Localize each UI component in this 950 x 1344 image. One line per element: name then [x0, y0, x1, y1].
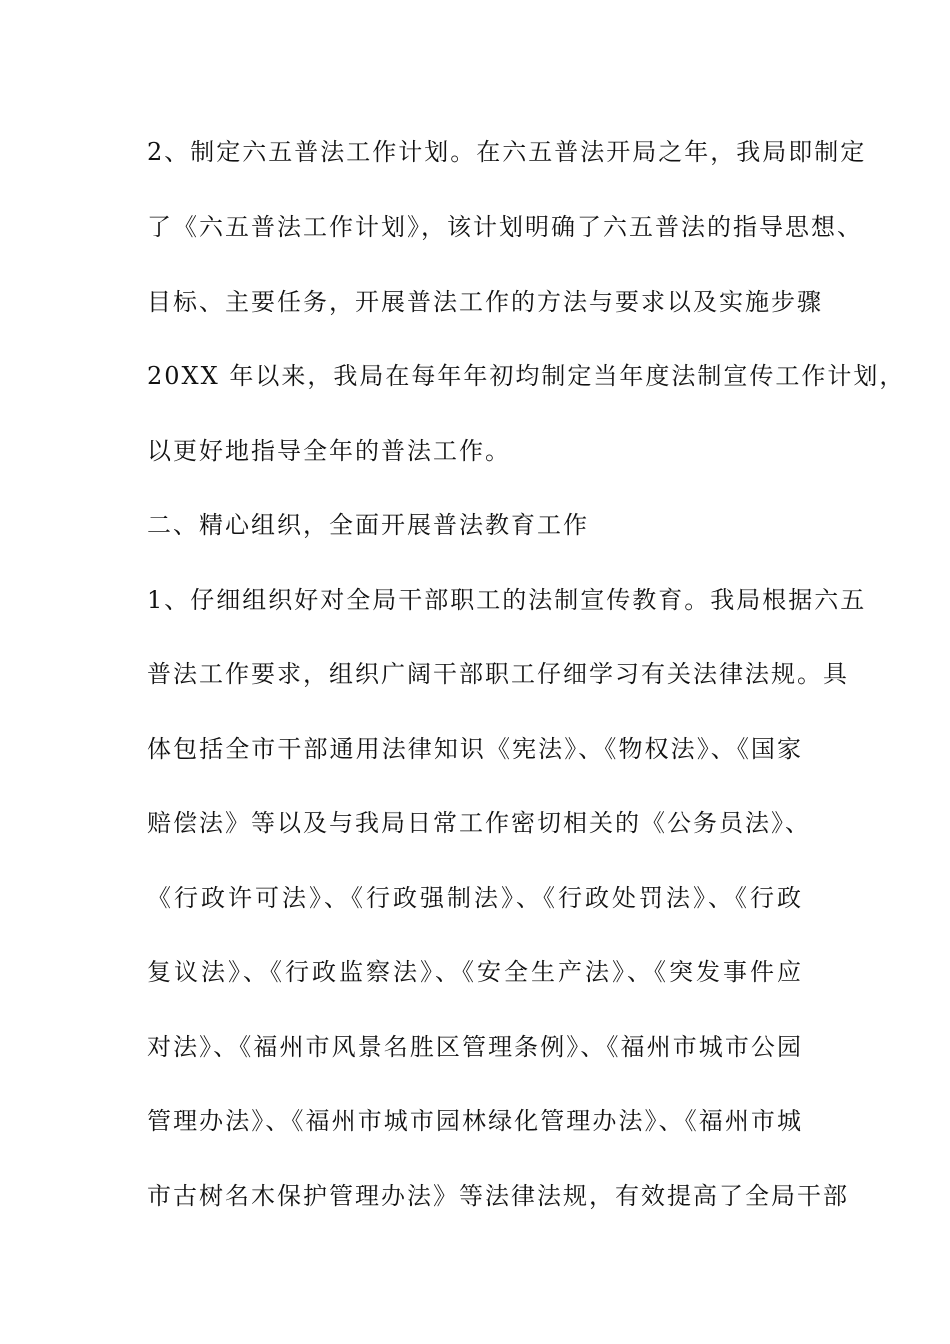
paragraph-line: 市古树名木保护管理办法》等法律法规，有效提高了全局干部 [147, 1182, 849, 1210]
paragraph-line: 1、仔细组织好对全局干部职工的法制宣传教育。我局根据六五 [147, 586, 867, 614]
paragraph-line: 体包括全市干部通用法律知识《宪法》、《物权法》、《国家 [147, 735, 803, 763]
section-heading: 二、精心组织，全面开展普法教育工作 [147, 511, 589, 539]
paragraph-line: 目标、主要任务，开展普法工作的方法与要求以及实施步骤 [147, 288, 823, 316]
paragraph-line: 2、制定六五普法工作计划。在六五普法开局之年，我局即制定 [147, 138, 867, 166]
paragraph-line: 普法工作要求，组织广阔干部职工仔细学习有关法律法规。具 [147, 660, 849, 688]
paragraph-line: 赔偿法》等以及与我局日常工作密切相关的《公务员法》、 [147, 809, 811, 837]
paragraph-line: 20XX 年以来，我局在每年年初均制定当年度法制宣传工作计划， [147, 362, 906, 390]
paragraph-line: 对法》、《福州市风景名胜区管理条例》、《福州市城市公园 [147, 1033, 803, 1061]
paragraph-line: 《行政许可法》、《行政强制法》、《行政处罚法》、《行政 [147, 884, 803, 912]
paragraph-line: 复议法》、《行政监察法》、《安全生产法》、《突发事件应 [147, 958, 803, 986]
paragraph-line: 以更好地指导全年的普法工作。 [147, 437, 511, 465]
paragraph-line: 管理办法》、《福州市城市园林绿化管理办法》、《福州市城 [147, 1107, 803, 1135]
paragraph-line: 了《六五普法工作计划》，该计划明确了六五普法的指导思想、 [147, 213, 863, 241]
